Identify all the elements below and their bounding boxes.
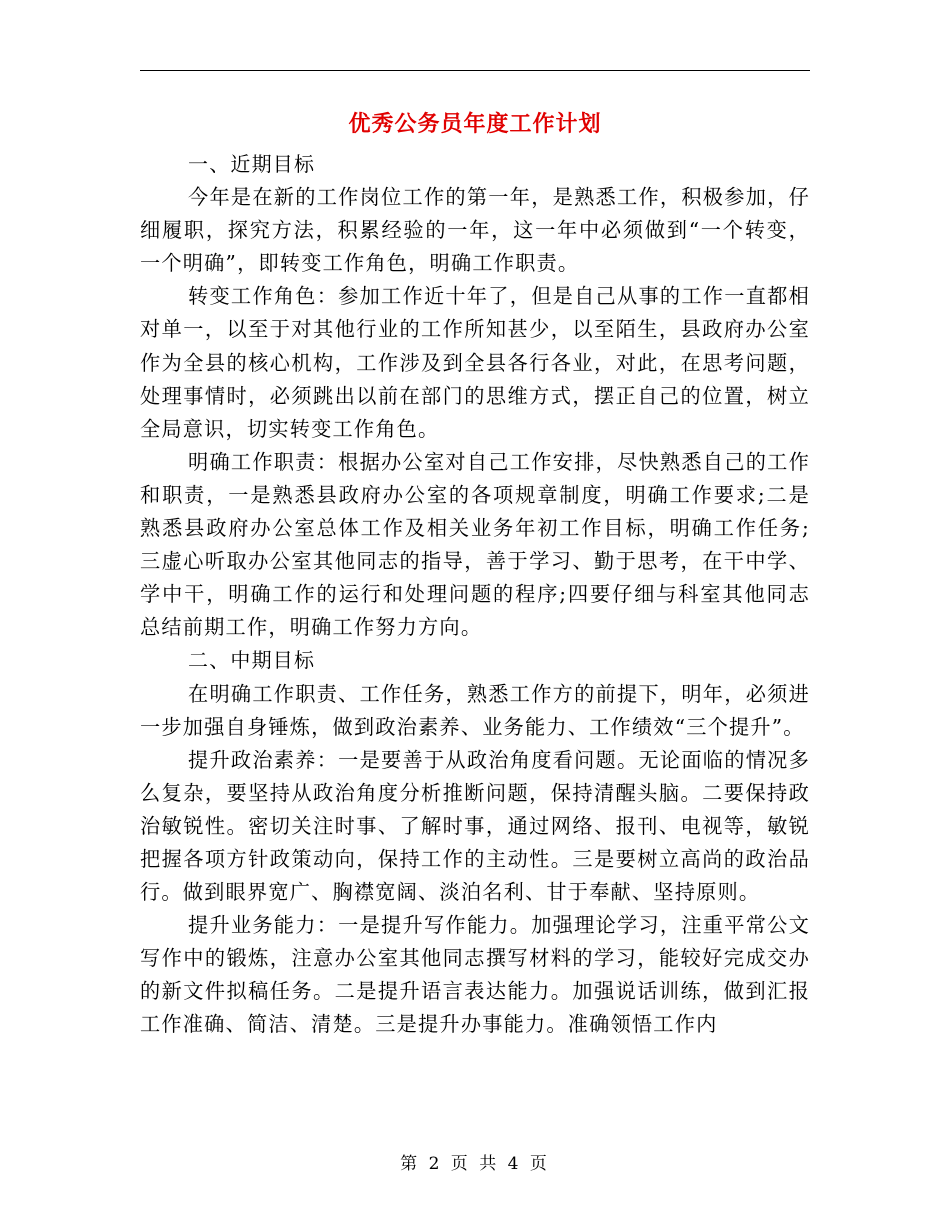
- paragraph-intro: 今年是在新的工作岗位工作的第一年，是熟悉工作，积极参加，仔细履职，探究方法，积累经验的一年，这一年中必须做到“一个转变，一个明确”，即转变工作角色，明确工作职责。: [140, 185, 810, 276]
- document-body: [140, 148, 810, 1042]
- header-rule: [140, 70, 810, 71]
- page-number: 第 2 页 共 4 页: [400, 1154, 550, 1174]
- section-heading-near-term: 一、近期目标: [188, 152, 316, 176]
- paragraph-role-change: 转变工作角色：参加工作近十年了，但是自己从事的工作一直都相对单一，以至于对其他行业的工作所知甚少，以至陌生，县政府办公室作为全县的核心机构，工作涉及到全县各行各业，对此，在思考问题，处理事情时，必须跳出以前在部门的思维方式，摆正自己的位置，树立全局意识，切实转变工作角色。: [140, 284, 810, 441]
- document-title: 优秀公务员年度工作计划: [348, 112, 602, 137]
- paragraph-business-ability: 提升业务能力：一是提升写作能力。加强理论学习，注重平常公文写作中的锻炼，注意办公室其他同志撰写材料的学习，能较好完成交办的新文件拟稿任务。二是提升语言表达能力。加强说话训练，做到汇报工作准确、简洁、清楚。三是提升办事能力。准确领悟工作内: [140, 913, 810, 1037]
- paragraph-political-quality: 提升政治素养：一是要善于从政治角度看问题。无论面临的情况多么复杂，要坚持从政治角度分析推断问题，保持清醒头脑。二要保持政治敏锐性。密切关注时事、了解时事，通过网络、报刊、电视等，敏锐把握各项方针政策动向，保持工作的主动性。三是要树立高尚的政治品行。做到眼界宽广、胸襟宽阔、淡泊名利、甘于奉献、坚持原则。: [140, 747, 810, 905]
- paragraph-duties: 明确工作职责：根据办公室对自己工作安排，尽快熟悉自己的工作和职责，一是熟悉县政府办公室的各项规章制度，明确工作要求;二是熟悉县政府办公室总体工作及相关业务年初工作目标，明确工作任务;三虚心听取办公室其他同志的指导，善于学习、勤于思考，在干中学、学中干，明确工作的运行和处理问题的程序;四要仔细与科室其他同志总结前期工作，明确工作努力方向。: [140, 449, 810, 640]
- paragraph-mid-term-intro: 在明确工作职责、工作任务，熟悉工作方的前提下，明年，必须进一步加强自身锤炼，做到政治素养、业务能力、工作绩效“三个提升”。: [140, 681, 810, 739]
- section-heading-mid-term: 二、中期目标: [188, 648, 316, 673]
